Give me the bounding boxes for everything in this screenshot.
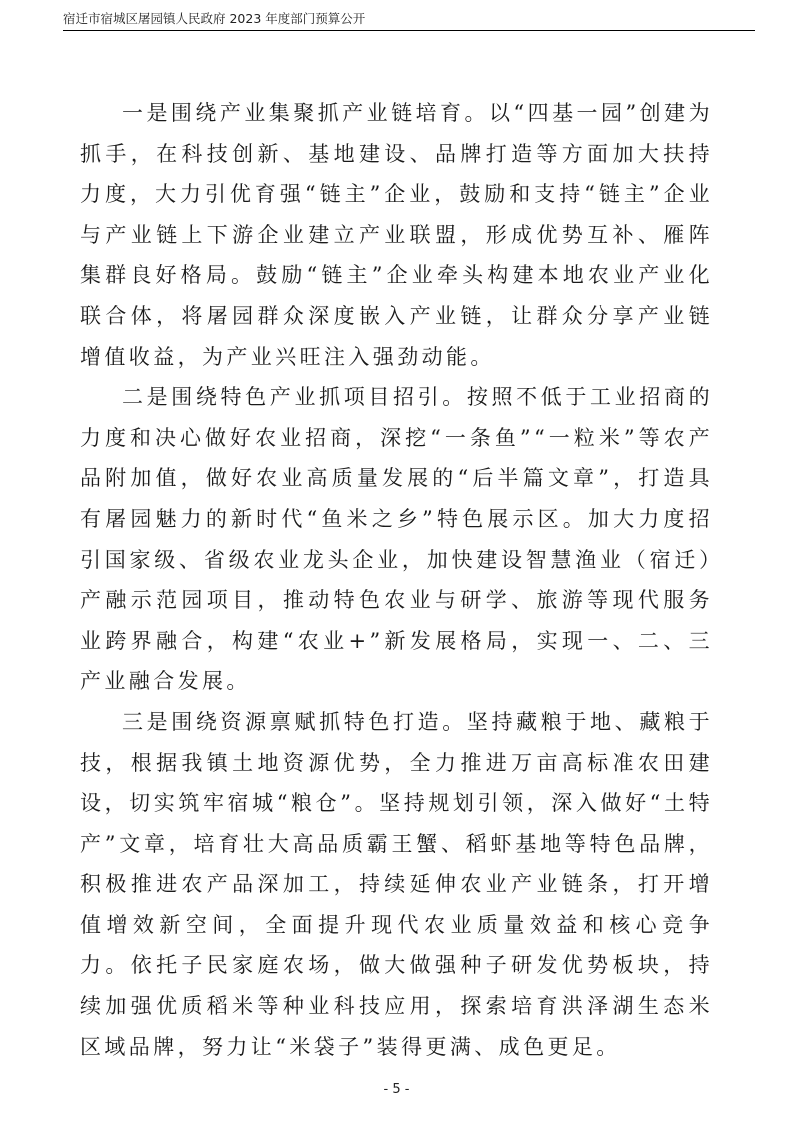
- header-title: 宿迁市宿城区屠园镇人民政府 2023 年度部门预算公开: [63, 11, 366, 26]
- document-body: [80, 93, 713, 1067]
- paragraph-resource-endowment: 三是围绕资源禀赋抓特色打造。坚持藏粮于地、藏粮于技，根据我镇土地资源优势，全力推进万亩高标准农田建设，切实筑牢宿城“粮仓”。坚持规划引领，深入做好“土特产”文章，培育壮大高品质霸王蟹、稻虾基地等特色品牌，积极推进农产品深加工，持续延伸农业产业链条，打开增值增效新空间，全面提升现代农业质量效益和核心竞争力。依托子民家庭农场，做大做强种子研发优势板块，持续加强优质稻米等种业科技应用，探索培育洪泽湖生态米区域品牌，努力让“米袋子”装得更满、成色更足。: [80, 709, 713, 1059]
- page-header: [63, 8, 755, 31]
- page-footer: [0, 1082, 793, 1097]
- paragraph-project-attraction: 二是围绕特色产业抓项目招引。按照不低于工业招商的力度和决心做好农业招商，深挖“一条鱼”“一粒米”等农产品附加值，做好农业高质量发展的“后半篇文章”，打造具有屠园魅力的新时代“鱼米之乡”特色展示区。加大力度招引国家级、省级农业龙头企业，加快建设智慧渔业（宿迁）产融示范园项目，推动特色农业与研学、旅游等现代服务业跨界融合，构建“农业+”新发展格局，实现一、二、三产业融合发展。: [80, 385, 713, 694]
- paragraph-industry-chain: 一是围绕产业集聚抓产业链培育。以“四基一园”创建为抓手，在科技创新、基地建设、品牌打造等方面加大扶持力度，大力引优育强“链主”企业，鼓励和支持“链主”企业与产业链上下游企业建立产业联盟，形成优势互补、雁阵集群良好格局。鼓励“链主”企业牵头构建本地农业产业化联合体，将屠园群众深度嵌入产业链，让群众分享产业链增值收益，为产业兴旺注入强劲动能。: [80, 101, 713, 369]
- page-number: - 5 -: [383, 1082, 410, 1097]
